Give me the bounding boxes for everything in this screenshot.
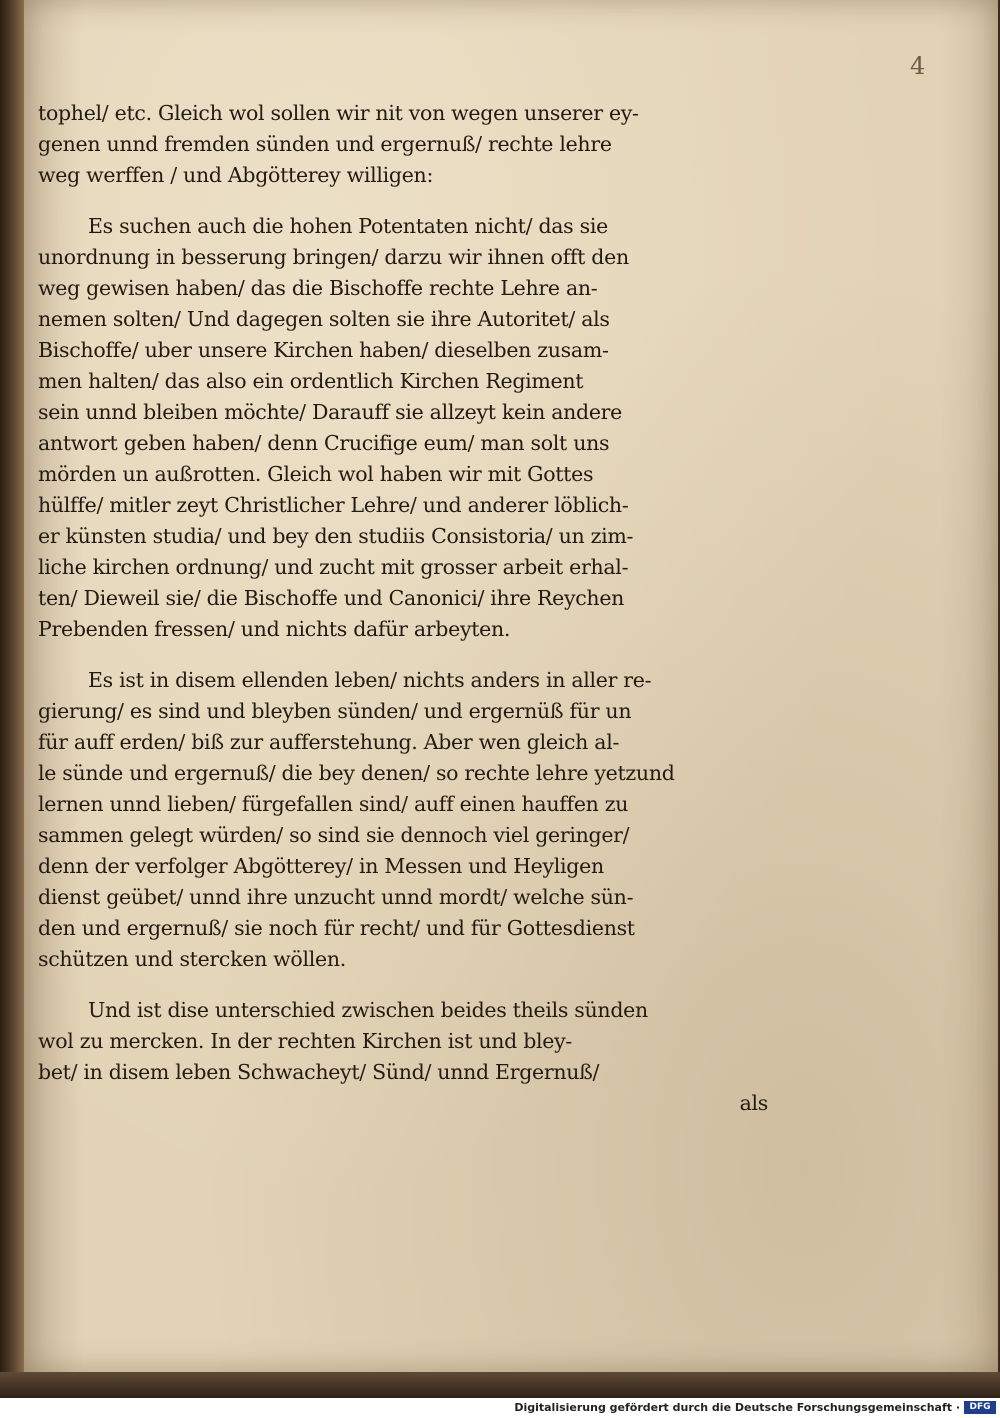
paragraph-3	[38, 665, 768, 975]
paragraph-4	[38, 995, 768, 1119]
text-line: le sünde und ergernuß/ die bey denen/ so rechte lehre yetzund	[38, 761, 675, 785]
text-line: men halten/ das also ein ordentlich Kirchen Regiment	[38, 369, 584, 393]
footer-bar	[0, 1398, 1000, 1418]
text-line: ten/ Dieweil sie/ die Bischoffe und Canonici/ ihre Reychen	[38, 586, 625, 610]
text-line: nemen solten/ Und dagegen solten sie ihre Autoritet/ als	[38, 307, 610, 331]
text-line: mörden un außrotten. Gleich wol haben wir mit Gottes	[38, 462, 594, 486]
text-line: unordnung in besserung bringen/ darzu wir ihnen offt den	[38, 245, 629, 269]
text-block	[38, 98, 768, 1119]
text-line: liche kirchen ordnung/ und zucht mit grosser arbeit erhal-	[38, 555, 629, 579]
text-line: Es suchen auch die hohen Potentaten nicht/ das sie	[88, 214, 608, 238]
text-line: lernen unnd lieben/ fürgefallen sind/ auff einen hauffen zu	[38, 792, 629, 816]
text-line: denn der verfolger Abgötterey/ in Messen und Heyligen	[38, 854, 604, 878]
book-bottom-edge	[0, 1372, 1000, 1398]
text-line: den und ergernuß/ sie noch für recht/ und für Gottesdienst	[38, 916, 635, 940]
text-line: Und ist dise unterschied zwischen beides theils sünden	[88, 998, 648, 1022]
catchword: als	[739, 1091, 768, 1115]
text-line: sein unnd bleiben möchte/ Darauff sie allzeyt kein andere	[38, 400, 623, 424]
document-page	[24, 0, 998, 1372]
text-line: wol zu mercken. In der rechten Kirchen ist und bley-	[38, 1029, 573, 1053]
text-line: Bischoffe/ uber unsere Kirchen haben/ dieselben zusam-	[38, 338, 609, 362]
paragraph-2	[38, 211, 768, 645]
text-line: tophel/ etc. Gleich wol sollen wir nit von wegen unserer ey-	[38, 101, 639, 125]
text-line: schützen und stercken wöllen.	[38, 947, 346, 971]
text-line: weg werffen / und Abgötterey willigen:	[38, 163, 434, 187]
text-line: Prebenden fressen/ und nichts dafür arbeyten.	[38, 617, 511, 641]
page-number: 4	[910, 52, 926, 80]
text-line: gierung/ es sind und bleyben sünden/ und ergernüß für un	[38, 699, 632, 723]
text-line: weg gewisen haben/ das die Bischoffe rechte Lehre an-	[38, 276, 598, 300]
text-line: er künsten studia/ und bey den studiis Consistoria/ un zim-	[38, 524, 634, 548]
text-line: sammen gelegt würden/ so sind sie dennoch viel geringer/	[38, 823, 630, 847]
paragraph-1	[38, 98, 768, 191]
funding-credit: Digitalisierung gefördert durch die Deutsche Forschungsgemeinschaft ·	[514, 1401, 960, 1414]
text-line: genen unnd fremden sünden und ergernuß/ rechte lehre	[38, 132, 612, 156]
text-line: dienst geübet/ unnd ihre unzucht unnd mordt/ welche sün-	[38, 885, 634, 909]
dfg-logo-icon: DFG	[964, 1401, 996, 1414]
text-line: Es ist in disem ellenden leben/ nichts anders in aller re-	[88, 668, 652, 692]
book-spine-edge	[0, 0, 24, 1398]
text-line: antwort geben haben/ denn Crucifige eum/ man solt uns	[38, 431, 610, 455]
text-line: für auff erden/ biß zur aufferstehung. Aber wen gleich al-	[38, 730, 620, 754]
text-line: hülffe/ mitler zeyt Christlicher Lehre/ und anderer löblich-	[38, 493, 629, 517]
text-line: bet/ in disem leben Schwacheyt/ Sünd/ unnd Ergernuß/	[38, 1060, 600, 1084]
